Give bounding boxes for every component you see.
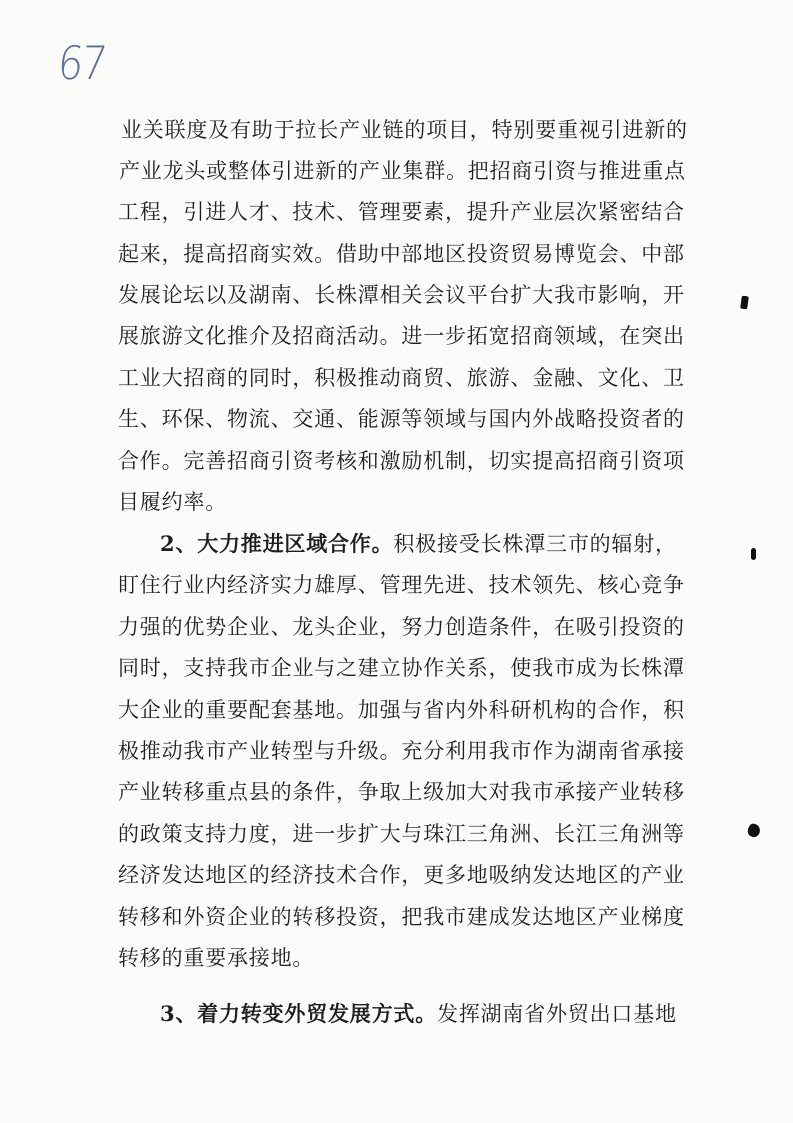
section2-line-10: 转移和外资企业的转移投资，把我市建成发达地区产业梯度 <box>118 905 685 929</box>
section2-line-7: 产业转移重点县的条件，争取上级加大对我市承接产业转移 <box>118 780 685 804</box>
paragraph1-line-6: 展旅游文化推介及招商活动。进一步拓宽招商领域，在突出 <box>118 324 685 348</box>
paragraph1-line-10: 目履约率。 <box>118 490 227 514</box>
section2-line-5: 大企业的重要配套基地。加强与省内外科研机构的合作，积 <box>118 698 685 722</box>
section3-first-line-text: 发挥湖南省外贸出口基地 <box>437 1002 677 1026</box>
section3-first-line <box>160 1000 677 1028</box>
section2-line-6: 极推动我市产业转型与升级。充分利用我市作为湖南省承接 <box>118 739 685 763</box>
section2-line-2: 盯住行业内经济实力雄厚、管理先进、技术领先、核心竞争 <box>118 573 685 597</box>
section2-line-4: 同时，支持我市企业与之建立协作关系，使我市成为长株潭 <box>118 656 685 680</box>
section2-heading: 2、大力推进区域合作。 <box>160 531 394 556</box>
paragraph1-line-5: 发展论坛以及湖南、长株潭相关会议平台扩大我市影响，开 <box>118 283 685 307</box>
section2-line-3: 力强的优势企业、龙头企业，努力创造条件，在吸引投资的 <box>118 615 685 639</box>
section2-first-line <box>160 530 677 558</box>
paragraph1-line-2: 产业龙头或整体引进新的产业集群。把招商引资与推进重点 <box>119 159 686 183</box>
paragraph1-line-8: 生、环保、物流、交通、能源等领域与国内外战略投资者的 <box>118 407 685 431</box>
paragraph1-line-7: 工业大招商的同时，积极推动商贸、旅游、金融、文化、卫 <box>118 366 685 390</box>
page-number: 67 <box>55 37 108 91</box>
paragraph1-line-4: 起来，提高招商实效。借助中部地区投资贸易博览会、中部 <box>118 242 685 266</box>
section2-first-line-text: 积极接受长株潭三市的辐射， <box>393 532 677 556</box>
binding-hole-mark <box>740 296 749 310</box>
paragraph1-line-1: 业关联度及有助于拉长产业链的项目，特别要重视引进新的 <box>121 118 688 142</box>
section2-line-9: 经济发达地区的经济技术合作，更多地吸纳发达地区的产业 <box>118 863 685 887</box>
paragraph1-line-9: 合作。完善招商引资考核和激励机制，切实提高招商引资项 <box>118 449 685 473</box>
paragraph1-line-3: 工程，引进人才、技术、管理要素，提升产业层次紧密结合 <box>118 200 685 224</box>
binding-hole-mark <box>746 822 762 838</box>
section2-line-11: 转移的重要承接地。 <box>118 946 315 970</box>
binding-hole-mark <box>751 548 756 560</box>
section2-line-8: 的政策支持力度，进一步扩大与珠江三角洲、长江三角洲等 <box>118 822 685 846</box>
section3-heading: 3、着力转变外贸发展方式。 <box>160 1001 438 1026</box>
